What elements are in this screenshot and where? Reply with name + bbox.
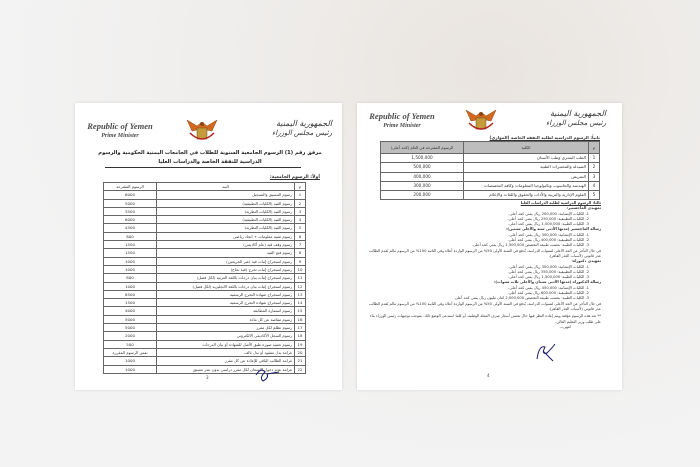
row-item: غرامة الطالب الباقي للإعادة عن كل مقرر xyxy=(157,357,295,365)
row-number: 8 xyxy=(295,249,306,257)
list-item-number: 2. xyxy=(584,291,589,296)
list-item-number: 2. xyxy=(584,238,589,243)
yemen-eagle-emblem-icon xyxy=(185,117,219,143)
row-item: رسوم استخراج إثبات بيان درجات باللغة الانجليزية (لكل فصل) xyxy=(157,282,295,290)
row-fee: 1000 xyxy=(104,365,157,373)
table-row xyxy=(104,191,306,199)
table-header-row xyxy=(104,183,306,191)
table-row xyxy=(104,332,306,340)
table-row xyxy=(104,207,306,215)
row-item: رسوم استخراج إثبات بيان درجات باللغة العربية (لكل فصل) xyxy=(157,274,295,282)
letterhead-en-line1: Republic of Yemen xyxy=(87,121,153,131)
table-row xyxy=(104,324,306,332)
phd-thesis-heading: رسالة الدكتوراه (مدتها الأدنى سنتان والأعلى ثلاث سنوات): xyxy=(493,280,601,285)
row-fee: 300,000 xyxy=(381,181,464,190)
row-number: 2 xyxy=(295,199,306,207)
list-item-number: 1. xyxy=(584,285,589,290)
header-proposed-fee: الرسوم المقترحة xyxy=(104,183,157,191)
list-item-number: 3. xyxy=(584,243,589,248)
row-number: 7 xyxy=(295,241,306,249)
list-item-text: الكليات التطبيقية: 250,000 ريال يمني كحد أعلى. xyxy=(507,216,585,221)
delay-note-phd: في حال التأخر عن الحد الأعلى لسنوات الدراسة، يُدفع في السنة الأولى 50% من الرسوم الواردة أعلاه وفي الثانية 100% من الرسوم مالم يُقدم الطالب عذر قانوني (لأسباب العذر القاهر). xyxy=(368,301,601,311)
list-item-text: الكليات الإنسانية: 300,000 ريال يمني كحد أعلى. xyxy=(508,264,585,269)
row-number: 15 xyxy=(295,307,306,315)
row-fee: 8500 xyxy=(104,290,157,298)
header-number: م xyxy=(589,142,600,154)
row-item: رسوم تظلم لكل مقرر xyxy=(157,324,295,332)
row-item: رسوم فتح القيد xyxy=(157,249,295,257)
table-row xyxy=(104,224,306,232)
row-item: رسوم استخراج شهادة التخرج الرسمية xyxy=(157,290,295,298)
row-number: 5 xyxy=(295,224,306,232)
row-fee: 1000 xyxy=(104,257,157,265)
letterhead-ar-line2: رئيس مجلس الوزراء xyxy=(271,129,332,137)
row-fee: 1000 xyxy=(104,357,157,365)
row-fee: 4000 xyxy=(104,307,157,315)
list-item-number: 3. xyxy=(584,222,589,227)
table-row xyxy=(104,357,306,365)
list-item-text: الكليات الطبية: 1,500,000 ريال يمني كحد أعلى. xyxy=(508,275,585,280)
letterhead-english xyxy=(83,121,157,139)
row-college: العلوم الإدارية والتربية والآداب والحقوق واللغات والإعلام xyxy=(464,191,589,200)
list-item-text: الكليات الطبية: 1,000,000 ريال يمني كحد أعلى. xyxy=(508,222,585,227)
table-row xyxy=(381,181,600,190)
page-number: 4 xyxy=(487,373,490,378)
list-item-number: 1. xyxy=(584,264,589,269)
row-fee: نفس الرسوم المقررة xyxy=(104,348,157,356)
signature-icon xyxy=(253,366,281,384)
row-number: 5 xyxy=(589,191,600,200)
list-item-text: الكليات الإنسانية: 450,000 ريال يمني كحد أعلى. xyxy=(508,285,585,290)
table-row xyxy=(104,232,306,240)
list-item-number: 1. xyxy=(584,232,589,237)
row-item: رسوم وقف قيد (عام أكاديمي) xyxy=(157,241,295,249)
delay-note-masters: في حال التأخر عن الحد الأعلى لسنوات الدراسة، يُدفع في السنة الأولى 50% من الرسوم الواردة أعلاه وفي الثانية 100% من الرسوم مالم يُقدم الطالب عذر قانوني (لأسباب العذر القاهر). xyxy=(368,248,601,258)
row-item: رسوم التنسيق والتسجيل xyxy=(157,191,295,199)
row-fee: 1,500,000 xyxy=(381,154,464,163)
row-fee: 500 xyxy=(104,340,157,348)
document-page-left xyxy=(75,103,342,390)
row-number: 13 xyxy=(295,290,306,298)
table-row xyxy=(104,290,306,298)
list-item-text: الكليات الإنسانية: 300,000 ريال يمني كحد أعلى. xyxy=(508,232,585,237)
row-fee: 2000 xyxy=(104,332,157,340)
row-fee: 800 xyxy=(104,232,157,240)
row-number: 2 xyxy=(589,163,600,172)
closing-text: انتهى،،، xyxy=(559,324,571,329)
list-item-text: الكليات الطبية: بحسب طبيعة التخصص 2,000,000 اثنان مليون ريال يمني كحد أعلى. xyxy=(453,296,585,301)
list-item-number: 3. xyxy=(584,275,589,280)
row-fee: 6000 xyxy=(104,216,157,224)
row-item: رسوم استخراج إثبات تخرج (قيد نجاح) xyxy=(157,265,295,273)
row-fee: 400,000 xyxy=(381,172,464,181)
row-fee: 5000 xyxy=(104,199,157,207)
letterhead-ar-line2: رئيس مجلس الوزراء xyxy=(545,119,606,127)
row-item: رسوم استخراج شهادة التخرج الرسمية xyxy=(157,299,295,307)
row-college: الطب البشري وطب الأسنان xyxy=(464,154,589,163)
title-underline xyxy=(105,167,301,168)
header-proposed-fee: الرسوم المقترحة في العام (كحد أعلى) xyxy=(381,142,464,154)
row-college: التمريض xyxy=(464,172,589,181)
row-fee: 1500 xyxy=(104,299,157,307)
row-fee: 4500 xyxy=(104,224,157,232)
document-title xyxy=(95,149,325,167)
table-row xyxy=(104,241,306,249)
row-fee: 5000 xyxy=(104,324,157,332)
row-number: 16 xyxy=(295,315,306,323)
university-fees-table xyxy=(103,182,306,374)
row-item: رسوم استخراج إثبات قيد (غير الخريجين) xyxy=(157,257,295,265)
list-item-text: الكليات التطبيقية: 350,000 ريال يمني كحد أعلى. xyxy=(507,269,585,274)
table-row xyxy=(104,340,306,348)
row-item: رسوم تقنية معلومات + اتحاد رياضي xyxy=(157,232,295,240)
table-row xyxy=(104,299,306,307)
row-number: 19 xyxy=(295,340,306,348)
table-row xyxy=(104,315,306,323)
row-number: 14 xyxy=(295,299,306,307)
header-college: الكلية xyxy=(464,142,589,154)
letterhead-en-line1: Republic of Yemen xyxy=(369,111,435,121)
row-number: 6 xyxy=(295,232,306,240)
row-fee: 3500 xyxy=(104,207,157,215)
footnote: ** تعد هذه الرسوم مؤقتة ويتم إعادة النظر فيها حال تحسن أسعار صرف العملة الوطنية، أو كلما استدعى الوضع ذلك، بموجب توجيهات رئيس الوزراء بناء على طلب وزير التعليم العالي. xyxy=(369,314,601,324)
phd-prep-heading: تمهيدي دكتوراه: xyxy=(571,259,601,264)
row-number: 11 xyxy=(295,274,306,282)
table-row xyxy=(381,191,600,200)
row-number: 10 xyxy=(295,265,306,273)
row-item: غرامة بدل مفقود أو بدل تالف xyxy=(157,348,295,356)
row-number: 3 xyxy=(589,172,600,181)
row-college: الصيدلة والمختبرات الطبية xyxy=(464,163,589,172)
private-fees-table xyxy=(380,141,600,200)
list-item-text: الكليات الإنسانية: 200,000 ريال يمني كحد أعلى. xyxy=(508,211,585,216)
list-item-text: الكليات التطبيقية: 400,000 ريال يمني كحد أعلى. xyxy=(507,238,585,243)
list-item-number: 3. xyxy=(584,296,589,301)
letterhead-en-line2: Prime Minister xyxy=(383,123,421,129)
row-number: 1 xyxy=(589,154,600,163)
letterhead-arabic xyxy=(262,119,332,138)
row-fee: 800 xyxy=(104,274,157,282)
row-item: رسوم السجل الأكاديمي الالكتروني xyxy=(157,332,295,340)
table-row xyxy=(104,257,306,265)
row-fee: 6000 xyxy=(104,191,157,199)
graduate-fees-section xyxy=(367,201,601,379)
letterhead-ar-line1: الجمهورية اليمنية xyxy=(549,109,606,118)
row-item: رسوم القيد (الكليات النظرية) xyxy=(157,207,295,215)
row-item: غرامة عدم دخول الامتحان لكل مقرر دراسي بدون عذر مسبق xyxy=(157,365,295,373)
section-title-university-fees: أولاً: الرسوم الجامعية: xyxy=(269,175,320,180)
section-title-private-fees: ثانياً: الرسوم الدراسية لطلبة النفقة الخاصة (الموازي) xyxy=(489,135,600,140)
list-item-text: الكليات الطبية: بحسب طبيعة التخصص 1,500,000 ريال يمني كحد أعلى. xyxy=(471,243,585,248)
row-item: رسوم تعميد صورة طبق الأصل للشهادة أو بيان الدرجات xyxy=(157,340,295,348)
row-number: 3 xyxy=(295,207,306,215)
letterhead-ar-line1: الجمهورية اليمنية xyxy=(275,119,332,128)
table-row xyxy=(104,348,306,356)
document-page-right xyxy=(357,103,622,390)
table-row xyxy=(104,307,306,315)
table-row xyxy=(104,265,306,273)
row-number: 4 xyxy=(589,181,600,190)
table-row xyxy=(104,216,306,224)
table-row xyxy=(381,163,600,172)
row-college: الهندسة والحاسوب وتكنولوجيا المعلومات وكافة التخصصات xyxy=(464,181,589,190)
title-line-2: الدراسية للنفقة الخاصة والدراسات العليا xyxy=(158,158,262,165)
row-number: 12 xyxy=(295,282,306,290)
signature-icon xyxy=(533,341,559,363)
table-row xyxy=(104,249,306,257)
table-row xyxy=(104,274,306,282)
row-number: 17 xyxy=(295,324,306,332)
row-item: رسوم استمارة المطابقة xyxy=(157,307,295,315)
page-number: 3 xyxy=(206,375,209,380)
list-item-text: الكليات التطبيقية: 600,000 ريال يمني كحد أعلى. xyxy=(507,291,585,296)
row-fee: 1000 xyxy=(104,265,157,273)
letterhead-english xyxy=(363,111,441,129)
row-item: رسوم القيد (الكليات النظرية) xyxy=(157,224,295,232)
header-item: البند xyxy=(157,183,295,191)
row-item: رسوم القيد (الكليات التطبيقية) xyxy=(157,216,295,224)
graduate-section-title: ثالثاً: الرسوم الدراسية لطلبة الدراسات العليا xyxy=(520,201,601,205)
row-number: 22 xyxy=(295,365,306,373)
row-fee: 5000 xyxy=(104,315,157,323)
letterhead-arabic xyxy=(536,109,606,128)
row-number: 21 xyxy=(295,357,306,365)
letterhead-en-line2: Prime Minister xyxy=(101,133,139,139)
row-item: رسوم القيد (الكليات التطبيقية) xyxy=(157,199,295,207)
row-number: 1 xyxy=(295,191,306,199)
row-number: 20 xyxy=(295,348,306,356)
header-number: م xyxy=(295,183,306,191)
row-fee: 500,000 xyxy=(381,163,464,172)
table-row xyxy=(381,172,600,181)
row-number: 9 xyxy=(295,257,306,265)
table-row xyxy=(104,282,306,290)
row-fee: 1500 xyxy=(104,249,157,257)
row-number: 18 xyxy=(295,332,306,340)
list-item-number: 1. xyxy=(584,211,589,216)
masters-prep-heading: تمهيدي الماجستير: xyxy=(566,206,601,211)
row-fee: 1500 xyxy=(104,241,157,249)
list-item-number: 2. xyxy=(584,216,589,221)
list-item-number: 2. xyxy=(584,269,589,274)
yemen-eagle-emblem-icon xyxy=(464,107,498,133)
row-item: رسوم مقاصة عن كل مادة xyxy=(157,315,295,323)
table-row xyxy=(104,199,306,207)
row-fee: 1000 xyxy=(104,282,157,290)
table-header-row xyxy=(381,142,600,154)
row-fee: 200,000 xyxy=(381,191,464,200)
table-row xyxy=(381,154,600,163)
masters-thesis-heading: رسالة الماجستير (مدتها الأدنى سنة والأعلى سنتين): xyxy=(505,227,601,232)
row-number: 4 xyxy=(295,216,306,224)
title-line-1: مرفق رقم (1) الرسوم الجامعية السنوية للطلاب في الجامعات اليمنية الحكومية والرسوم xyxy=(98,150,322,156)
